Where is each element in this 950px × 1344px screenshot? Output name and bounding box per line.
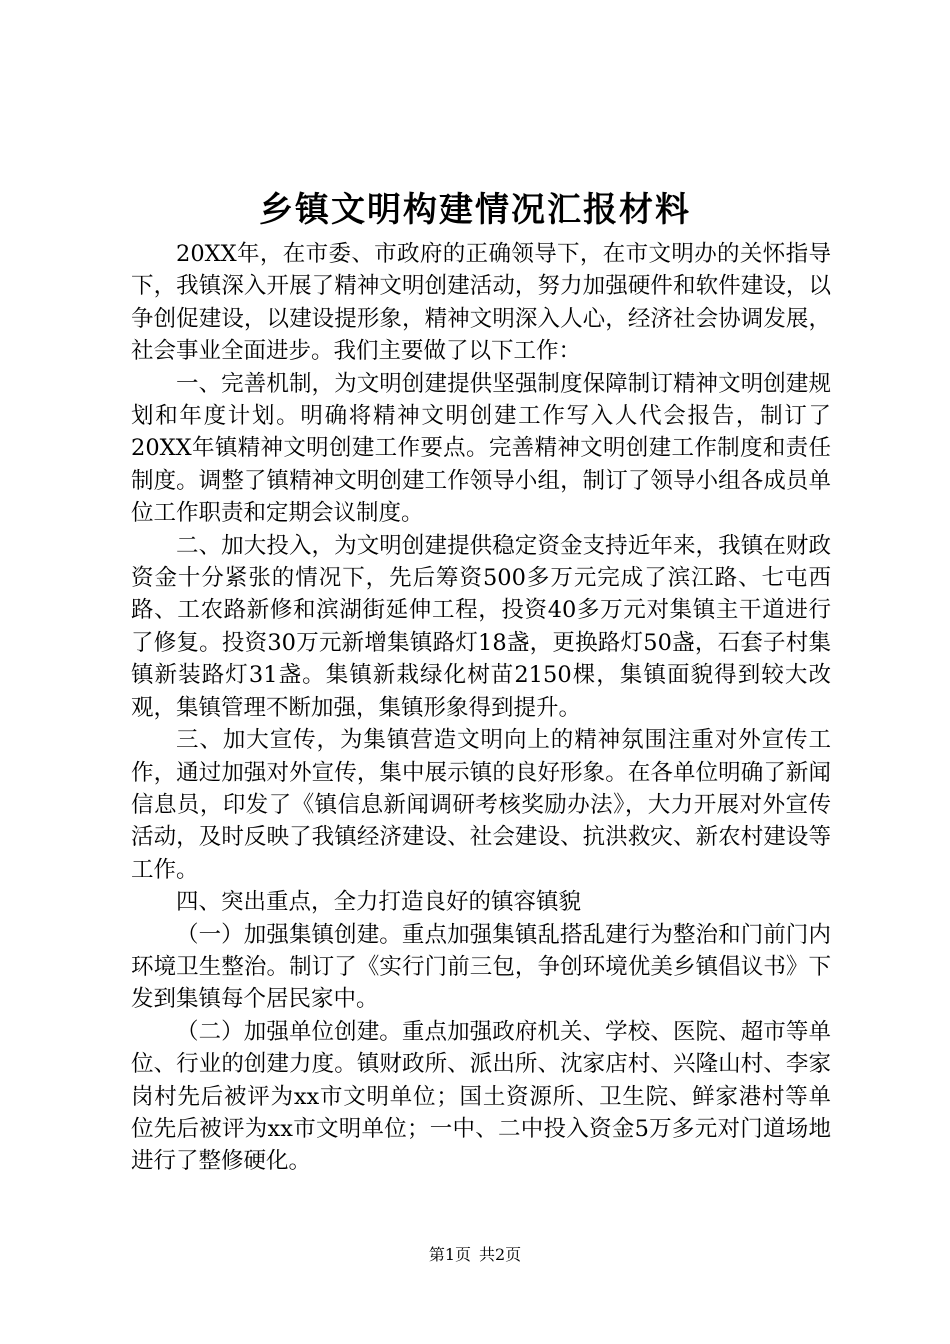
paragraph-section-1: 一、完善机制，为文明创建提供坚强制度保障制订精神文明创建规划和年度计划。明确将精神文明创建工作写入人代会报告，制订了20XX年镇精神文明创建工作要点。完善精神文明创建工作制度和责任制度。调整了镇精神文明创建工作领导小组，制订了领导小组各成员单位工作职责和定期会议制度。	[131, 370, 831, 527]
page-footer	[0, 1243, 950, 1267]
page-total: 共2页	[479, 1245, 522, 1264]
paragraph-subsection-1: （一）加强集镇创建。重点加强集镇乱搭乱建行为整治和门前门内环境卫生整治。制订了《实行门前三包，争创环境优美乡镇倡议书》下发到集镇每个居民家中。	[131, 921, 831, 1013]
paragraph-subsection-2: （二）加强单位创建。重点加强政府机关、学校、医院、超市等单位、行业的创建力度。镇财政所、派出所、沈家店村、兴隆山村、李家岗村先后被评为xx市文明单位；国土资源所、卫生院、鲜家港村等单位先后被评为xx市文明单位；一中、二中投入资金5万多元对门道场地进行了整修硬化。	[131, 1018, 831, 1175]
paragraph-intro: 20XX年，在市委、市政府的正确领导下，在市文明办的关怀指导下，我镇深入开展了精神文明创建活动，努力加强硬件和软件建设，以争创促建设，以建设提形象，精神文明深入人心，经济社会协调发展，社会事业全面进步。我们主要做了以下工作：	[131, 241, 831, 365]
paragraph-section-2: 二、加大投入，为文明创建提供稳定资金支持近年来，我镇在财政资金十分紧张的情况下，先后筹资500多万元完成了滨江路、七屯西路、工农路新修和滨湖街延伸工程，投资40多万元对集镇主干道进行了修复。投资30万元新增集镇路灯18盏，更换路灯50盏，石套子村集镇新装路灯31盏。集镇新栽绿化树苗2150棵，集镇面貌得到较大改观，集镇管理不断加强，集镇形象得到提升。	[131, 532, 831, 721]
document-body	[131, 238, 831, 1178]
paragraph-section-3: 三、加大宣传，为集镇营造文明向上的精神氛围注重对外宣传工作，通过加强对外宣传，集中展示镇的良好形象。在各单位明确了新闻信息员，印发了《镇信息新闻调研考核奖励办法》，大力开展对外宣传活动，及时反映了我镇经济建设、社会建设、抗洪救灾、新农村建设等工作。	[131, 727, 831, 883]
document-title: 乡镇文明构建情况汇报材料	[259, 190, 691, 230]
paragraph-section-4-heading: 四、突出重点，全力打造良好的镇容镇貌	[176, 889, 582, 916]
page-number: 第1页	[428, 1245, 471, 1264]
